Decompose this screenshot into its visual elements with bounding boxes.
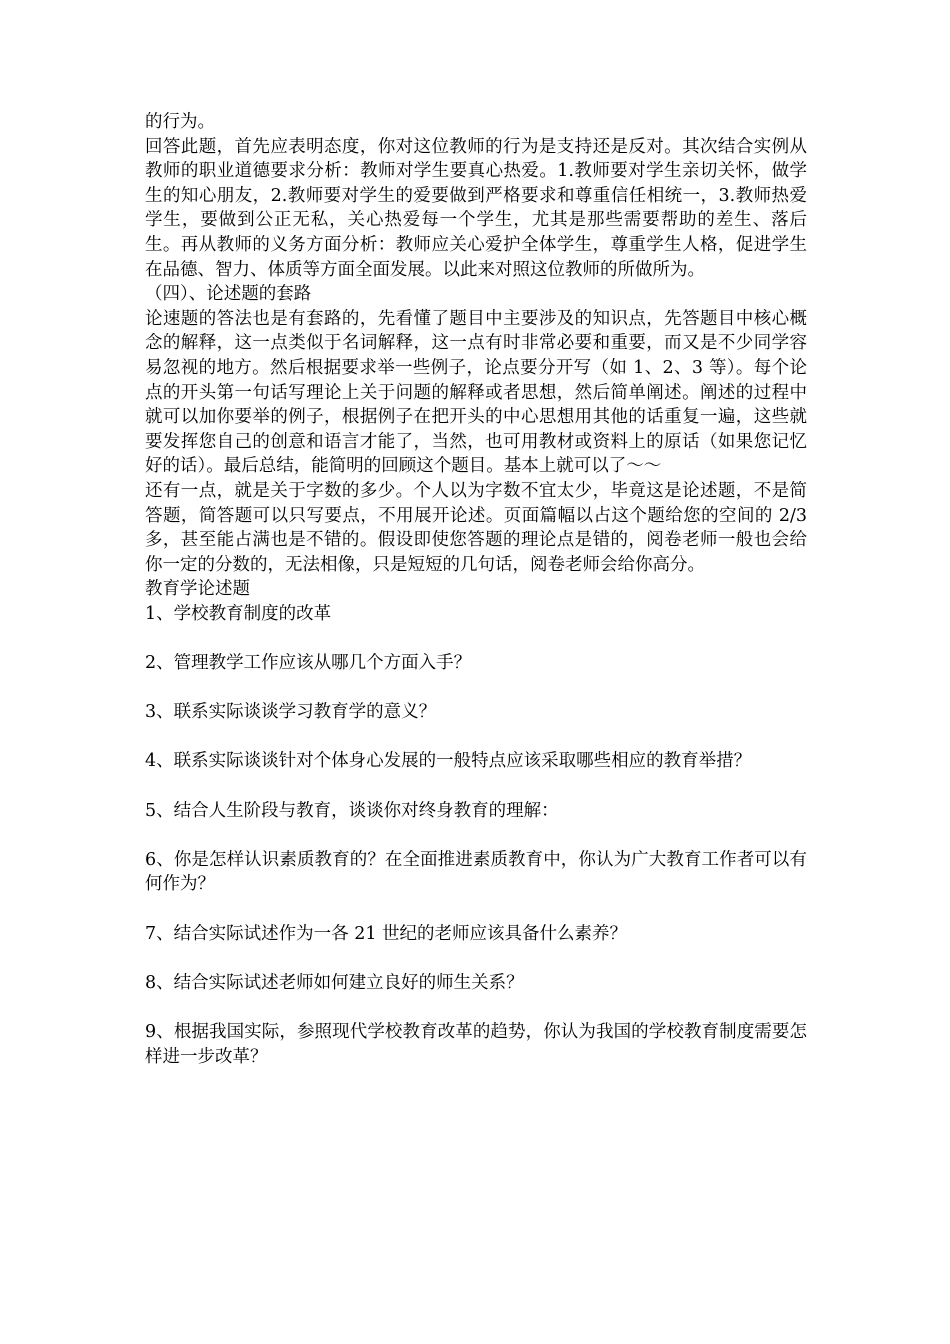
blank-line bbox=[145, 626, 807, 651]
question-item: 6、你是怎样认识素质教育的？在全面推进素质教育中，你认为广大教育工作者可以有何作为？ bbox=[145, 849, 807, 895]
question-item: 8、结合实际试述老师如何建立良好的师生关系？ bbox=[145, 972, 524, 993]
question-item: 1、学校教育制度的改革 bbox=[145, 603, 332, 624]
blank-line bbox=[145, 823, 807, 848]
section-heading: （四）、论述题的套路 bbox=[145, 284, 312, 305]
question-item: 5、结合人生阶段与教育，谈谈你对终身教育的理解： bbox=[145, 800, 559, 821]
question-item: 4、联系实际谈谈针对个体身心发展的一般特点应该采取哪些相应的教育举措？ bbox=[145, 751, 752, 772]
paragraph-fragment: 的行为。 bbox=[145, 112, 215, 132]
question-item: 3、联系实际谈谈学习教育学的意义？ bbox=[145, 702, 437, 723]
question-item: 7、结合实际试述作为一各 21 世纪的老师应该具备什么素养？ bbox=[145, 923, 628, 944]
blank-line bbox=[145, 897, 807, 922]
question-item: 2、管理教学工作应该从哪几个方面入手？ bbox=[145, 653, 472, 674]
answer-guidance-paragraph: 回答此题，首先应表明态度，你对这位教师的行为是支持还是反对。其次结合实例从教师的职业道德要求分析：教师对学生要真心热爱。1.教师要对学生亲切关怀，做学生的知心朋友，2.教师要对学生的爱要做到严格要求和尊重信任相统一，3.教师热爱学生，要做到公正无私，关心热爱每一个学生，尤其是那些需要帮助的差生、落后生。再从教师的义务方面分析：教师应关心爱护全体学生，尊重学生人格，促进学生在品德、智力、体质等方面全面发展。以此来对照这位教师的所做所为。 bbox=[145, 136, 807, 280]
blank-line bbox=[145, 995, 807, 1020]
blank-line bbox=[145, 946, 807, 971]
blank-line bbox=[145, 774, 807, 799]
document-page bbox=[145, 110, 807, 1069]
essay-method-paragraph: 论速题的答法也是有套路的，先看懂了题目中主要涉及的知识点，先答题目中核心概念的解释，这一点类似于名词解释，这一点有时非常必要和重要，而又是不少同学容易忽视的地方。然后根据要求举一些例子，论点要分开写（如 1、2、3 等）。每个论点的开头第一句话写理论上关于问题的解释或者思想，然后简单阐述。阐述的过程中就可以加你要举的例子，根据例子在把开头的中心思想用其他的话重复一遍，这些就要发挥您自己的创意和语言才能了，当然，也可用教材或资料上的原话（如果您记忆好的话）。最后总结，能简明的回顾这个题目。基本上就可以了～～ bbox=[145, 308, 807, 477]
word-count-paragraph: 还有一点，就是关于字数的多少。个人以为字数不宜太少，毕竟这是论述题，不是简答题，简答题可以只写要点，不用展开论述。页面篇幅以占这个题给您的空间的 2/3 多，甚至能占满也是不错的。假设即使您答题的理论点是错的，阅卷老师一般也会给你一定的分数的，无法相像，只是短短的几句话，阅卷老师会给你高分。 bbox=[145, 480, 807, 575]
questions-heading: 教育学论述题 bbox=[145, 579, 250, 600]
blank-line bbox=[145, 676, 807, 701]
question-item: 9、根据我国实际，参照现代学校教育改革的趋势，你认为我国的学校教育制度需要怎样进一步改革？ bbox=[145, 1021, 807, 1067]
blank-line bbox=[145, 725, 807, 750]
